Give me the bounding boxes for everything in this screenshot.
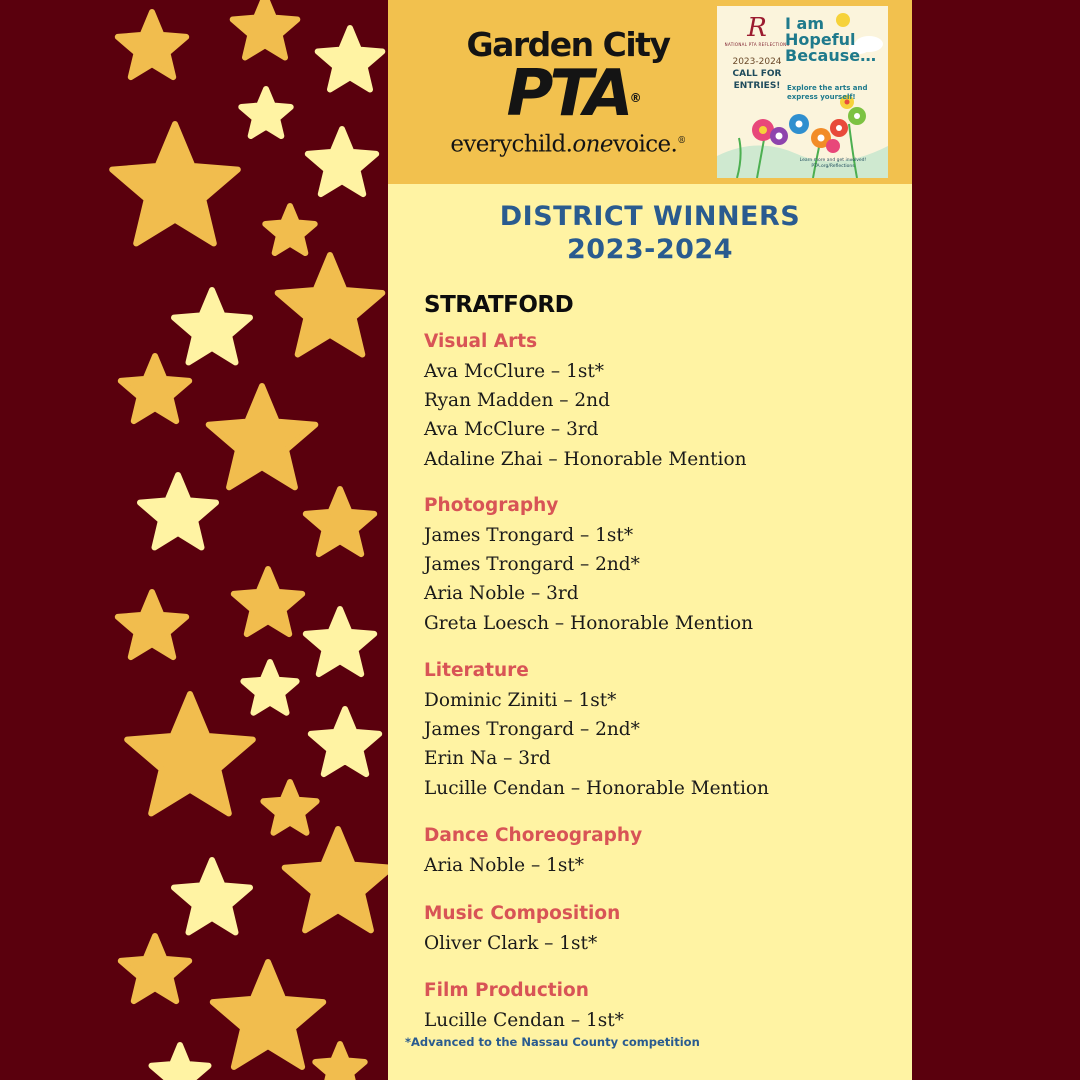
page-title — [388, 200, 912, 266]
star-shape — [315, 1044, 364, 1080]
star-shape — [118, 12, 186, 77]
winner-entry: Ava McClure – 3rd — [424, 419, 599, 441]
tagline-reg: ® — [677, 136, 686, 146]
garden-city-pta-logo — [428, 26, 708, 160]
star-shape — [318, 28, 383, 90]
poster-foot-line1: Learn more and get involved! — [799, 158, 867, 163]
school-name: STRATFORD — [424, 292, 574, 318]
winner-entry: James Trongard – 1st* — [424, 525, 634, 546]
poster-theme-title — [785, 16, 885, 64]
star-shape — [152, 1045, 209, 1080]
category-heading: Music Composition — [424, 903, 621, 924]
winner-entry: Aria Noble – 3rd — [424, 583, 579, 605]
star-shape — [233, 0, 298, 58]
stars-svg — [0, 0, 390, 1080]
star-shape — [174, 860, 250, 932]
poster-title-line1: I am — [785, 14, 824, 33]
winner-entry: Adaline Zhai – Honorable Mention — [424, 448, 747, 470]
page-title-line1: DISTRICT WINNERS — [499, 201, 801, 232]
tagline-every: every — [450, 131, 512, 158]
reflections-r-logo: R — [747, 13, 767, 43]
winner-entry: Lucille Cendan – 1st* — [424, 1010, 624, 1031]
category-heading: Literature — [424, 660, 529, 681]
tagline-child: child. — [511, 131, 573, 158]
winner-entry: Aria Noble – 1st* — [424, 855, 585, 876]
star-shape — [306, 489, 374, 554]
star-shape — [213, 962, 323, 1067]
winner-entry: Ryan Madden – 2nd — [424, 390, 610, 412]
star-shape — [241, 89, 290, 136]
category-heading: Photography — [424, 495, 559, 516]
poster-title-line3: Because… — [785, 46, 877, 65]
winner-entry: Ava McClure – 1st* — [424, 361, 605, 382]
category-heading: Film Production — [424, 980, 589, 1001]
winner-entry: Erin Na – 3rd — [424, 748, 551, 770]
logo-tagline — [428, 126, 708, 160]
winner-entry: Oliver Clark – 1st* — [424, 933, 598, 954]
logo-pta-text — [506, 57, 642, 131]
star-shape — [121, 356, 189, 421]
header-band — [388, 0, 912, 184]
logo-pta-reg: ® — [629, 91, 642, 105]
star-shape — [278, 255, 383, 355]
star-shape — [209, 386, 316, 487]
poster-sub-line1: Explore the arts and — [787, 84, 868, 92]
footnote: *Advanced to the Nassau County competition — [405, 1035, 700, 1049]
poster-sub-line2: express yourself! — [787, 93, 856, 101]
poster-call-line1: CALL FOR — [732, 69, 782, 79]
star-shape — [140, 475, 216, 547]
star-shape — [311, 709, 379, 774]
tagline-one: one — [572, 131, 613, 158]
star-shape — [263, 782, 316, 833]
star-shape — [285, 829, 390, 930]
winner-entry: Dominic Ziniti – 1st* — [424, 690, 617, 711]
star-shape — [174, 290, 250, 362]
winner-entry: Lucille Cendan – Honorable Mention — [424, 777, 769, 799]
poster-title-line2: Hopeful — [785, 30, 856, 49]
logo-pta-letters: PTA — [506, 57, 630, 131]
star-shape — [243, 662, 296, 713]
content-panel — [388, 0, 912, 1080]
poster-year: 2023-2024 — [732, 57, 782, 67]
star-shape — [127, 694, 253, 813]
star-shape — [112, 124, 238, 243]
star-shape — [118, 592, 186, 657]
winner-entry: James Trongard – 2nd* — [424, 554, 640, 576]
reflections-poster — [717, 6, 888, 178]
poster-foot-line2: PTA.org/Reflections — [811, 164, 855, 169]
star-shape — [265, 206, 314, 253]
category-heading: Visual Arts — [424, 331, 538, 352]
star-decoration — [0, 0, 390, 1080]
poster-left-column — [723, 14, 791, 91]
winner-entry: Greta Loesch – Honorable Mention — [424, 612, 754, 634]
star-shape — [306, 609, 374, 674]
poster-subtitle — [787, 84, 883, 102]
logo-city-text: Garden City — [466, 25, 670, 64]
star-shape — [121, 936, 189, 1001]
poster-call-line2: ENTRIES! — [733, 81, 781, 91]
category-heading: Dance Choreography — [424, 825, 643, 846]
tagline-voice: voice. — [612, 131, 678, 158]
star-shape — [308, 129, 376, 194]
star-shape — [234, 569, 302, 634]
winner-entry: James Trongard – 2nd* — [424, 719, 640, 741]
reflections-wordmark: NATIONAL PTA REFLECTIONS — [724, 42, 790, 47]
page-title-line2: 2023-2024 — [567, 234, 733, 265]
poster-footer — [779, 158, 887, 170]
